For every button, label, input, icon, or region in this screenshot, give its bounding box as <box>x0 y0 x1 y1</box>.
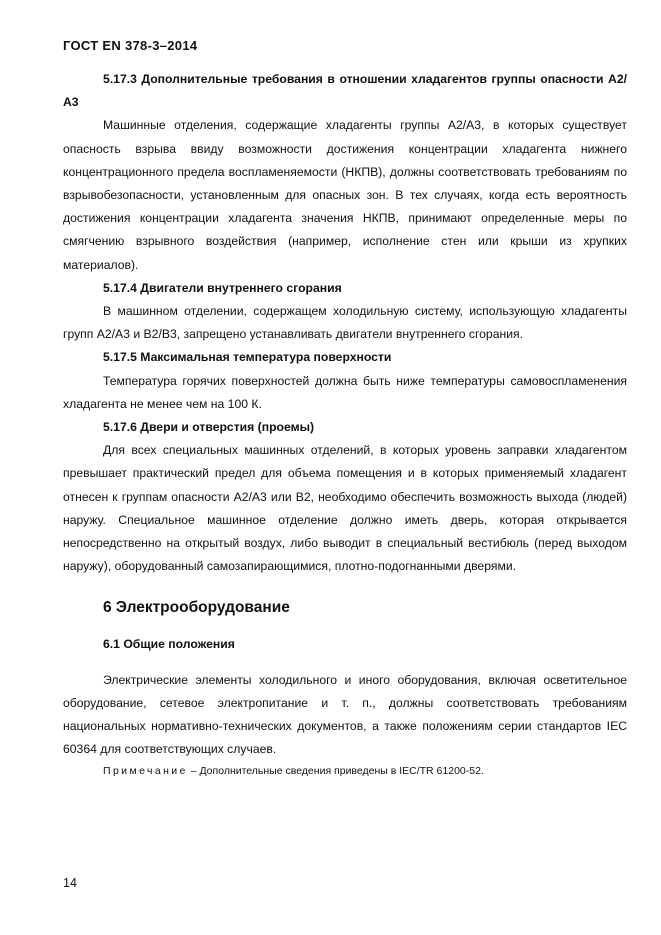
page-number: 14 <box>63 876 77 890</box>
section-5-17-6-text: Для всех специальных машинных отделений, в которых уровень заправки хладагентом превышает практический предел для объема помещения и в которых применяемый хладагент отнесен к группам опасности А2/А3 или В2, необходимо обеспечить возможность выхода (людей) наружу. Специальное машинное отделение должно иметь дверь, которая открывается непосредственно на открытый воздух, либо выводит в специальный вестибюль (перед выходом наружу), оборудованный самозапирающимися, плотно-подогнанными дверями. <box>63 443 627 574</box>
document-header: ГОСТ EN 378-3–2014 <box>63 38 198 53</box>
section-6-1-text: Электрические элементы холодильного и иного оборудования, включая осветительное оборудование, сетевое электропитание и т. п., должны соответствовать требованиям национальных нормативно-технических документов, а также положениям серии стандартов IEC 60364 для соответствующих случаев. <box>63 672 627 757</box>
section-6-heading: 6 Электрооборудование <box>103 599 290 617</box>
note-label: Примечание <box>103 765 188 778</box>
note-text: – Дополнительные сведения приведены в IEC/TR 61200-52. <box>187 765 484 778</box>
section-5-17-3-heading: 5.17.3 Дополнительные требования в отношении хладагентов группы опасности А2/А3 <box>63 72 627 110</box>
section-5-17-6-heading: 5.17.6 Двери и отверстия (проемы) <box>103 420 315 435</box>
section-5-17-4-heading: 5.17.4 Двигатели внутреннего сгорания <box>103 280 342 295</box>
section-5-17-5-text: Температура горячих поверхностей должна быть ниже температуры самовоспламенения хладагента не менее чем на 100 К. <box>63 373 627 411</box>
section-6-1-heading: 6.1 Общие положения <box>103 637 235 652</box>
page-content <box>63 68 627 781</box>
section-5-17-5-heading: 5.17.5 Максимальная температура поверхности <box>103 350 392 365</box>
section-5-17-4-text: В машинном отделении, содержащем холодильную систему, использующую хладагенты групп А2/А3 и В2/В3, запрещено устанавливать двигатели внутреннего сгорания. <box>63 304 627 342</box>
note <box>63 761 627 781</box>
section-5-17-3-text: Машинные отделения, содержащие хладагенты группы А2/А3, в которых существует опасность взрыва ввиду возможности достижения концентрации хладагента нижнего концентрационного предела воспламеняемости (НКПВ), должны соответствовать требованиям по взрывобезопасности, установленным для опасных зон. В тех случаях, когда есть вероятность достижения концентрации хладагента значения НКПВ, принимают определенные меры по смягчению взрывного воздействия (например, исполнение стен или крыши из хрупких материалов). <box>63 118 627 272</box>
